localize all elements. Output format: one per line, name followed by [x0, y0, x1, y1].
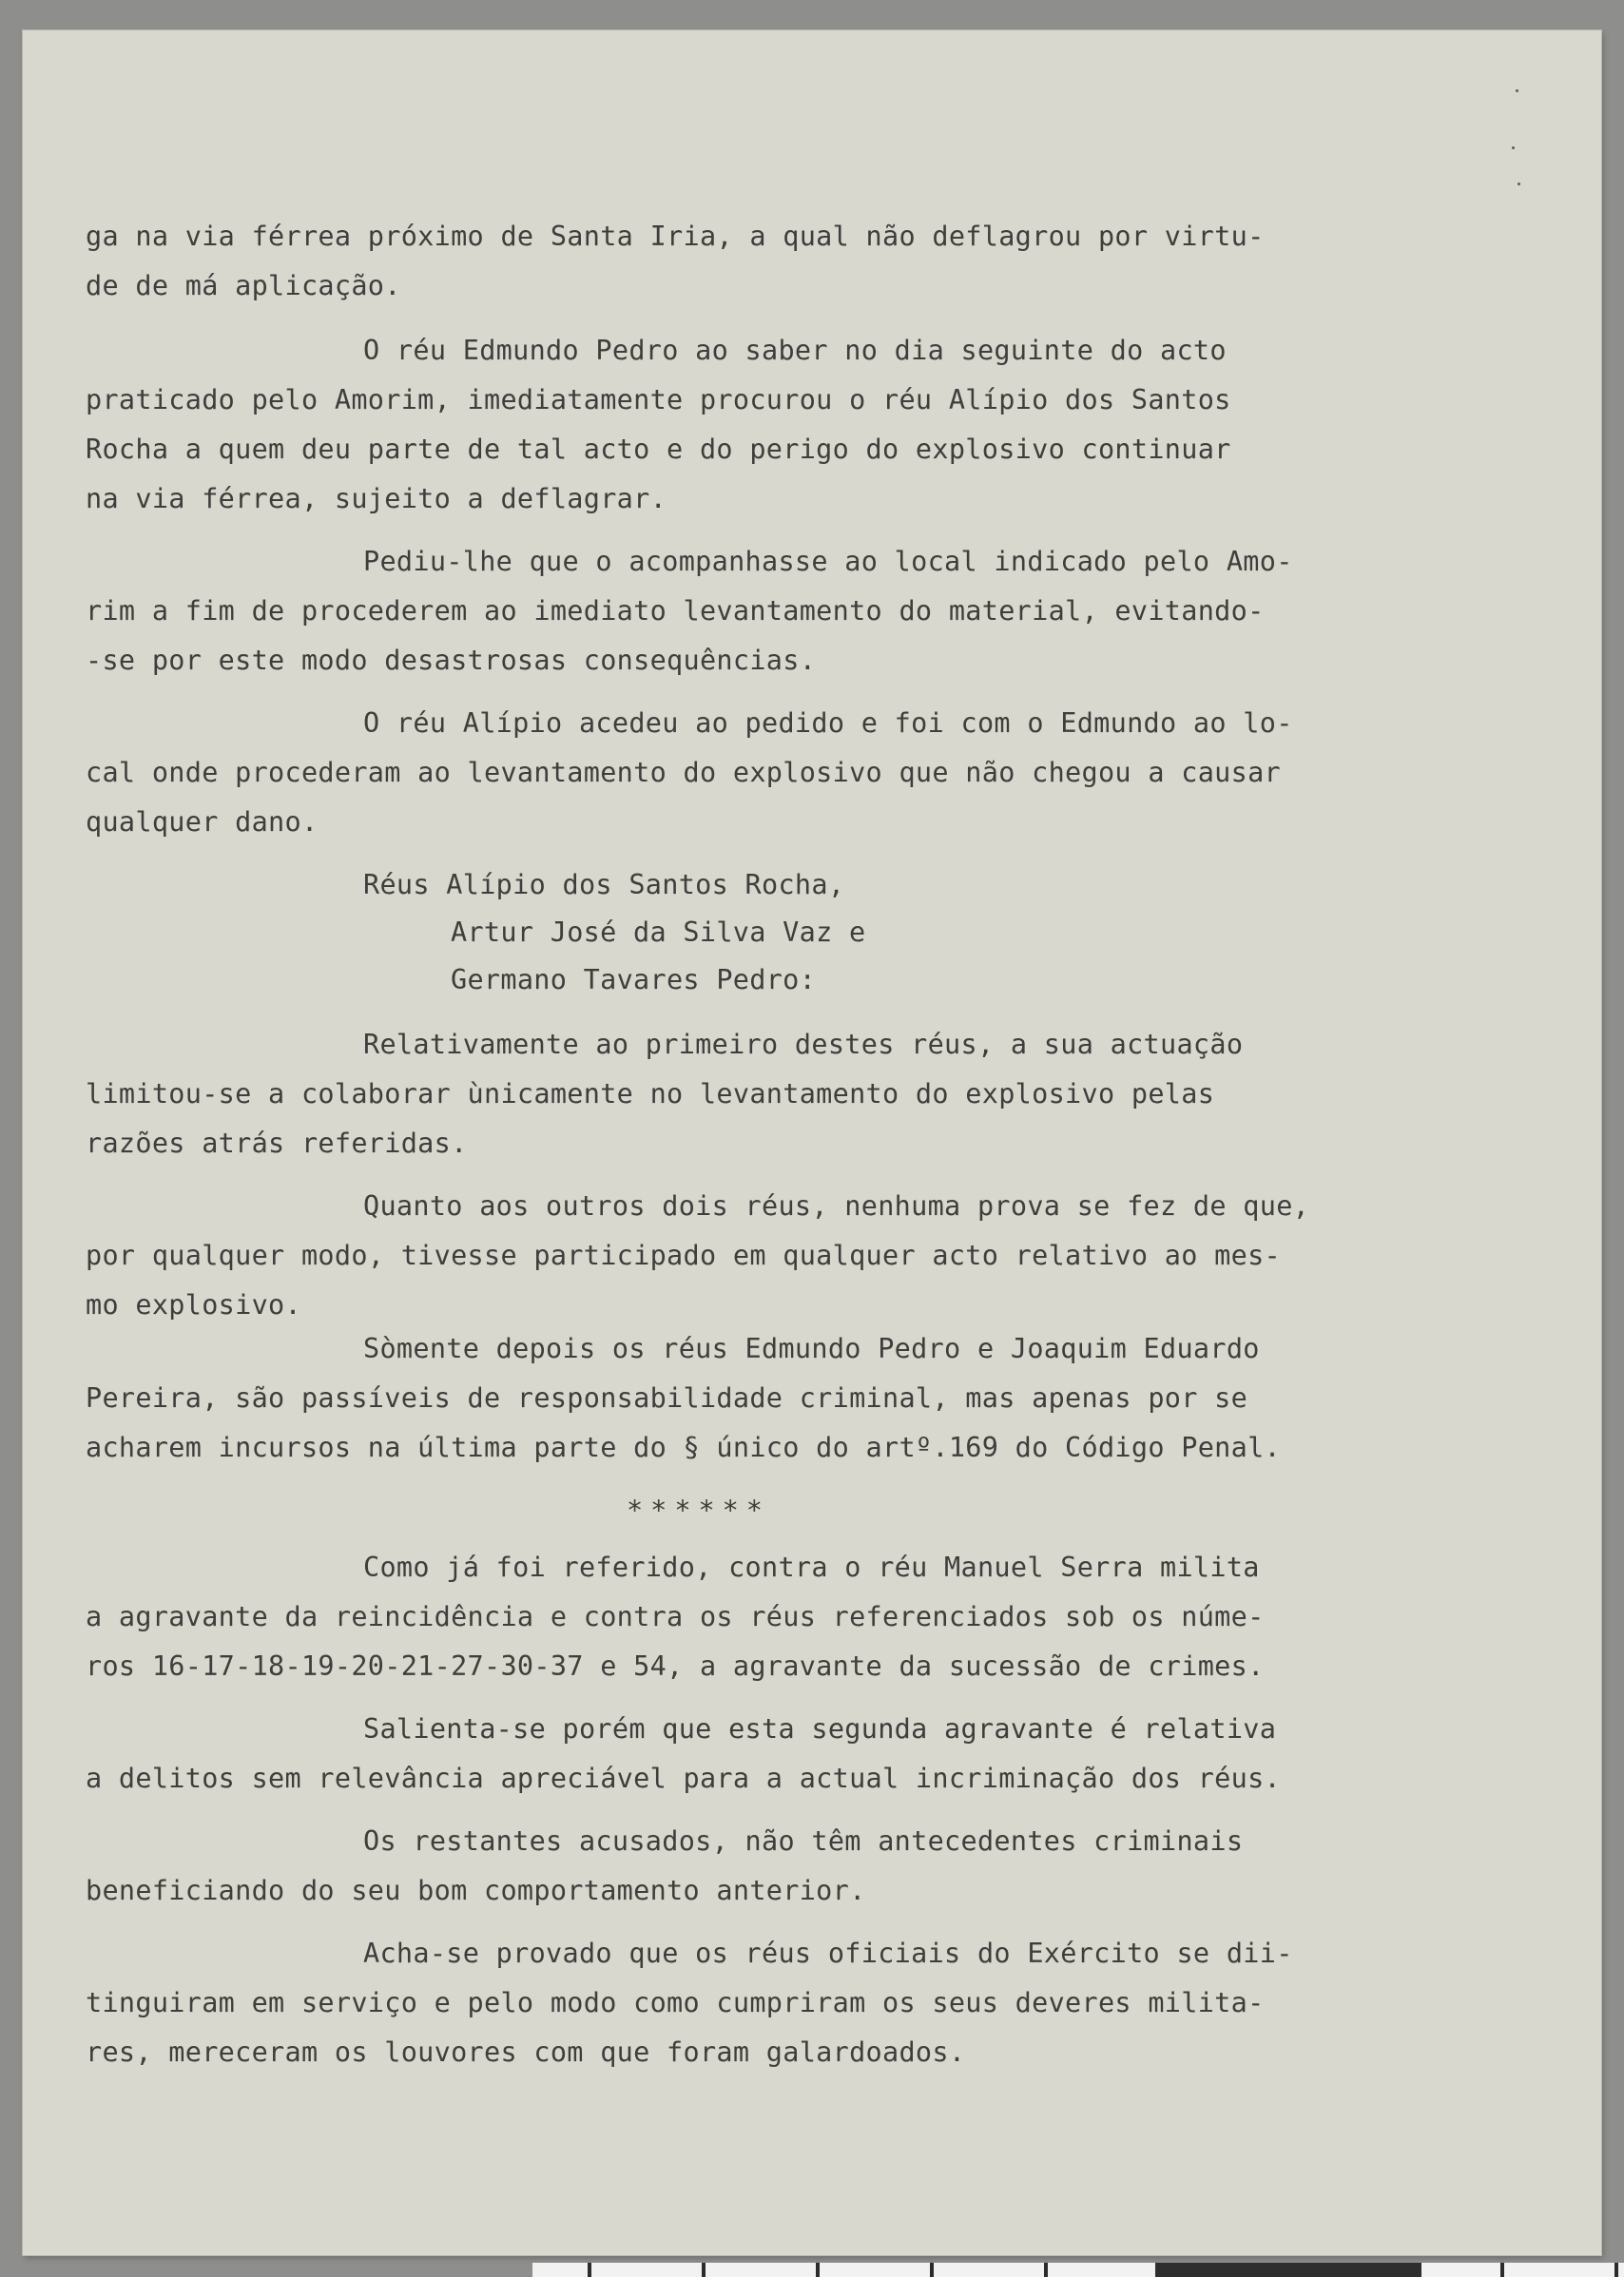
text-line: Salienta-se porém que esta segunda agravante é relativa [363, 1713, 1277, 1745]
text-line: de de má aplicação. [86, 270, 401, 301]
text-line: Os restantes acusados, não têm antecedentes criminais [363, 1825, 1244, 1857]
section-heading: Germano Tavares Pedro: [451, 964, 817, 995]
section-separator: ****** [627, 1495, 770, 1526]
text-line: beneficiando do seu bom comportamento anterior. [86, 1875, 866, 1906]
text-line: cal onde procederam ao levantamento do explosivo que não chegou a causar [86, 757, 1282, 788]
text-line: Pereira, são passíveis de responsabilidade criminal, mas apenas por se [86, 1382, 1248, 1414]
text-line: ga na via férrea próximo de Santa Iria, a qual não deflagrou por virtu- [86, 221, 1265, 252]
text-line: tinguiram em serviço e pelo modo como cumpriram os seus deveres milita- [86, 1987, 1265, 2018]
text-line: ros 16-17-18-19-20-21-27-30-37 e 54, a agravante da sucessão de crimes. [86, 1650, 1265, 1682]
text-line: rim a fim de procederem ao imediato levantamento do material, evitando- [86, 595, 1265, 627]
text-line: Quanto aos outros dois réus, nenhuma prova se fez de que, [363, 1190, 1310, 1222]
text-line: Rocha a quem deu parte de tal acto e do perigo do explosivo continuar [86, 434, 1231, 465]
text-line: acharem incursos na última parte do § único do artº.169 do Código Penal. [86, 1432, 1282, 1463]
scale-ruler-segment [1155, 2263, 1421, 2277]
text-line: razões atrás referidas. [86, 1128, 468, 1159]
text-line: Pediu-lhe que o acompanhasse ao local indicado pelo Amo- [363, 546, 1293, 577]
text-line: mo explosivo. [86, 1289, 301, 1321]
text-line: qualquer dano. [86, 806, 319, 838]
text-line: por qualquer modo, tivesse participado em qualquer acto relativo ao mes- [86, 1240, 1282, 1271]
text-line: a agravante da reincidência e contra os réus referenciados sob os núme- [86, 1601, 1265, 1632]
text-line: -se por este modo desastrosas consequências. [86, 645, 817, 676]
section-heading: Réus Alípio dos Santos Rocha, [363, 869, 845, 900]
text-line: O réu Edmundo Pedro ao saber no dia seguinte do acto [363, 335, 1227, 366]
paper-speck [1516, 89, 1518, 92]
text-line: na via férrea, sujeito a deflagrar. [86, 483, 667, 514]
text-line: Relativamente ao primeiro destes réus, a sua actuação [363, 1029, 1244, 1060]
text-line: res, mereceram os louvores com que foram galardoados. [86, 2036, 966, 2068]
paper-speck [1518, 183, 1520, 185]
document-body [23, 30, 1601, 2255]
scale-ruler [532, 2263, 1624, 2277]
document-page [23, 30, 1601, 2255]
text-line: Acha-se provado que os réus oficiais do Exército se dii- [363, 1938, 1293, 1969]
text-line: O réu Alípio acedeu ao pedido e foi com o Edmundo ao lo- [363, 707, 1293, 739]
text-line: Sòmente depois os réus Edmundo Pedro e Joaquim Eduardo [363, 1333, 1260, 1364]
text-line: praticado pelo Amorim, imediatamente procurou o réu Alípio dos Santos [86, 384, 1231, 415]
section-heading: Artur José da Silva Vaz e [451, 917, 866, 948]
text-line: limitou-se a colaborar ùnicamente no levantamento do explosivo pelas [86, 1078, 1215, 1110]
text-line: Como já foi referido, contra o réu Manuel Serra milita [363, 1552, 1260, 1583]
text-line: a delitos sem relevância apreciável para a actual incriminação dos réus. [86, 1763, 1282, 1794]
paper-speck [1512, 146, 1515, 149]
